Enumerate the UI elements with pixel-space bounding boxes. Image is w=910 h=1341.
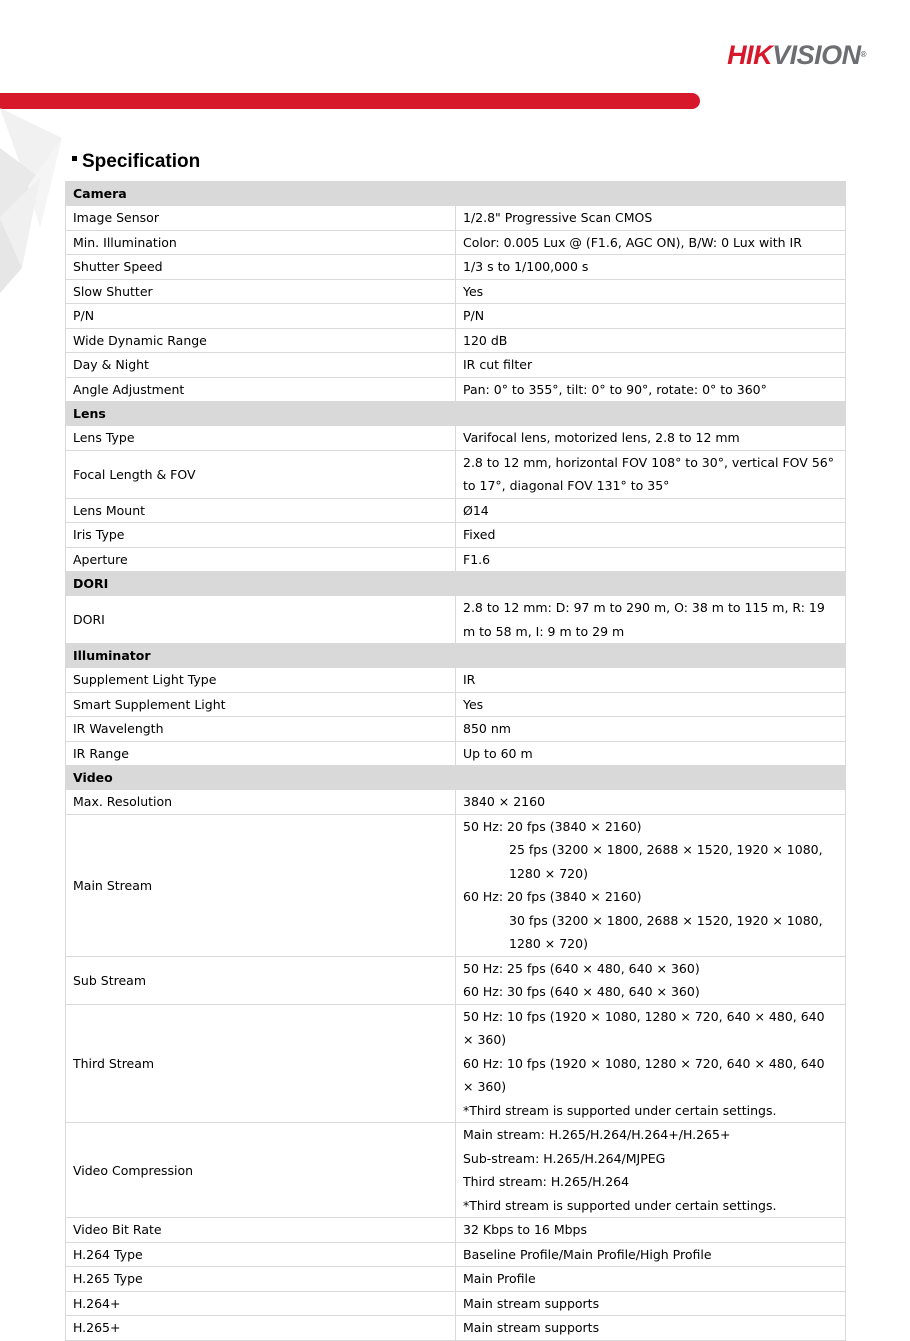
- spec-value-line: 1/2.8" Progressive Scan CMOS: [463, 210, 653, 225]
- table-row: [66, 814, 846, 956]
- table-row: [66, 1004, 846, 1123]
- spec-value-line: Varifocal lens, motorized lens, 2.8 to 12 mm: [463, 430, 740, 445]
- section-header-row: [66, 402, 846, 426]
- spec-value-line: 50 Hz: 20 fps (3840 × 2160): [463, 818, 642, 834]
- spec-value-line: 25 fps (3200 × 1800, 2688 × 1520, 1920 × 1080, 1280 × 720): [509, 842, 823, 881]
- spec-value-line: 60 Hz: 20 fps (3840 × 2160): [463, 889, 642, 904]
- spec-value: [456, 255, 846, 280]
- table-row: [66, 717, 846, 742]
- spec-key: H.265+: [66, 1316, 456, 1341]
- table-row: [66, 956, 846, 1004]
- table-row: [66, 523, 846, 548]
- spec-value: [456, 279, 846, 304]
- spec-value: [456, 426, 846, 451]
- table-row: [66, 692, 846, 717]
- spec-value: [456, 717, 846, 742]
- table-row: [66, 1242, 846, 1267]
- spec-key: Smart Supplement Light: [66, 692, 456, 717]
- spec-value-line: Pan: 0° to 355°, tilt: 0° to 90°, rotate: 0° to 360°: [463, 381, 767, 397]
- spec-key: Aperture: [66, 547, 456, 572]
- spec-value: [456, 790, 846, 815]
- spec-value-line: Sub-stream: H.265/H.264/MJPEG: [463, 1150, 666, 1166]
- spec-key: Focal Length & FOV: [66, 450, 456, 498]
- spec-key: Iris Type: [66, 523, 456, 548]
- spec-value: [456, 1242, 846, 1267]
- section-header: Camera: [66, 182, 846, 206]
- table-row: [66, 206, 846, 231]
- spec-value-line: 50 Hz: 25 fps (640 × 480, 640 × 360): [463, 960, 700, 976]
- spec-key: Video Bit Rate: [66, 1218, 456, 1243]
- section-header-row: [66, 644, 846, 668]
- hikvision-logo: [727, 40, 866, 70]
- spec-value-line: P/N: [463, 308, 485, 323]
- table-row: [66, 596, 846, 644]
- logo-vision: VISION: [772, 40, 861, 70]
- spec-value-line: Yes: [463, 283, 484, 299]
- section-header: Video: [66, 766, 846, 790]
- spec-value: [456, 1291, 846, 1316]
- spec-key: Day & Night: [66, 353, 456, 378]
- table-row: [66, 279, 846, 304]
- spec-value: [456, 230, 846, 255]
- spec-value: [456, 328, 846, 353]
- table-row: [66, 498, 846, 523]
- spec-key: Lens Mount: [66, 498, 456, 523]
- spec-value-line: *Third stream is supported under certain settings.: [463, 1102, 777, 1118]
- spec-key: Angle Adjustment: [66, 377, 456, 402]
- table-row: [66, 1123, 846, 1218]
- spec-value-line: 60 Hz: 30 fps (640 × 480, 640 × 360): [463, 984, 700, 999]
- spec-value: [456, 523, 846, 548]
- spec-key: Lens Type: [66, 426, 456, 451]
- spec-key: H.265 Type: [66, 1267, 456, 1292]
- spec-key: Main Stream: [66, 814, 456, 956]
- spec-value: [456, 1267, 846, 1292]
- spec-key: Shutter Speed: [66, 255, 456, 280]
- spec-key: Image Sensor: [66, 206, 456, 231]
- spec-key: H.264+: [66, 1291, 456, 1316]
- table-row: [66, 255, 846, 280]
- table-row: [66, 328, 846, 353]
- spec-key: IR Range: [66, 741, 456, 766]
- spec-value: [456, 498, 846, 523]
- spec-key: H.264 Type: [66, 1242, 456, 1267]
- spec-value: [456, 377, 846, 402]
- spec-value: [456, 304, 846, 329]
- spec-key: Min. Illumination: [66, 230, 456, 255]
- spec-key: Slow Shutter: [66, 279, 456, 304]
- spec-value-line: Color: 0.005 Lux @ (F1.6, AGC ON), B/W: 0 Lux with IR: [463, 234, 802, 250]
- table-row: [66, 353, 846, 378]
- table-row: [66, 230, 846, 255]
- spec-value-line: 30 fps (3200 × 1800, 2688 × 1520, 1920 × 1080, 1280 × 720): [509, 912, 823, 951]
- spec-value-line: 120 dB: [463, 332, 508, 348]
- spec-key: Supplement Light Type: [66, 668, 456, 693]
- table-row: [66, 377, 846, 402]
- spec-value-line: 3840 × 2160: [463, 794, 546, 809]
- spec-value-line: 1/3 s to 1/100,000 s: [463, 259, 589, 274]
- section-header: DORI: [66, 572, 846, 596]
- spec-value-line: Main stream supports: [463, 1320, 600, 1335]
- table-row: [66, 1218, 846, 1243]
- spec-value-line: 850 nm: [463, 721, 511, 736]
- spec-key: Sub Stream: [66, 956, 456, 1004]
- header-red-bar: [0, 93, 700, 109]
- table-row: [66, 790, 846, 815]
- spec-value: [456, 547, 846, 572]
- spec-value: [456, 1004, 846, 1123]
- spec-value: [456, 206, 846, 231]
- table-row: [66, 450, 846, 498]
- spec-value-line: *Third stream is supported under certain settings.: [463, 1197, 777, 1213]
- table-row: [66, 547, 846, 572]
- spec-value-line: Fixed: [463, 527, 496, 542]
- table-row: [66, 426, 846, 451]
- spec-value: [456, 1316, 846, 1341]
- table-row: [66, 1291, 846, 1316]
- spec-value-line: IR: [463, 672, 476, 687]
- spec-key: Max. Resolution: [66, 790, 456, 815]
- spec-value-line: Baseline Profile/Main Profile/High Profile: [463, 1246, 712, 1262]
- spec-value: [456, 1218, 846, 1243]
- spec-table-body: [66, 182, 846, 1341]
- spec-key: IR Wavelength: [66, 717, 456, 742]
- spec-value-line: Main stream supports: [463, 1295, 600, 1311]
- spec-key: DORI: [66, 596, 456, 644]
- spec-value: [456, 814, 846, 956]
- spec-key: Wide Dynamic Range: [66, 328, 456, 353]
- table-row: [66, 741, 846, 766]
- table-row: [66, 668, 846, 693]
- spec-value: [456, 668, 846, 693]
- section-header-row: [66, 766, 846, 790]
- spec-value-line: F1.6: [463, 551, 491, 567]
- spec-value: [456, 353, 846, 378]
- bullet-square-icon: [72, 156, 77, 161]
- spec-value: [456, 450, 846, 498]
- section-header-row: [66, 182, 846, 206]
- spec-value-line: Up to 60 m: [463, 745, 533, 761]
- table-row: [66, 304, 846, 329]
- section-title-text: Specification: [82, 151, 201, 172]
- table-row: [66, 1267, 846, 1292]
- spec-key: P/N: [66, 304, 456, 329]
- section-title-specification: [72, 150, 200, 174]
- spec-key: Third Stream: [66, 1004, 456, 1123]
- spec-value: [456, 692, 846, 717]
- spec-value-line: 2.8 to 12 mm: D: 97 m to 290 m, O: 38 m to 115 m, R: 19 m to 58 m, I: 9 m to 29 m: [463, 600, 825, 639]
- spec-value-line: 50 Hz: 10 fps (1920 × 1080, 1280 × 720, 640 × 480, 640 × 360): [463, 1008, 825, 1047]
- spec-value-line: IR cut filter: [463, 357, 533, 372]
- spec-value: [456, 956, 846, 1004]
- section-header-row: [66, 572, 846, 596]
- logo-hik: HIK: [727, 40, 773, 70]
- logo-registered-mark: ®: [860, 50, 866, 59]
- spec-value-line: Main Profile: [463, 1271, 536, 1286]
- spec-value-line: 2.8 to 12 mm, horizontal FOV 108° to 30°, vertical FOV 56° to 17°, diagonal FOV 131° to 35°: [463, 454, 834, 493]
- table-row: [66, 1316, 846, 1341]
- spec-value: [456, 741, 846, 766]
- spec-value-line: Yes: [463, 696, 484, 712]
- spec-value: [456, 596, 846, 644]
- spec-value-line: 32 Kbps to 16 Mbps: [463, 1222, 587, 1237]
- spec-value-line: Main stream: H.265/H.264/H.264+/H.265+: [463, 1127, 731, 1142]
- spec-value-line: Third stream: H.265/H.264: [463, 1174, 630, 1189]
- spec-table: [65, 181, 846, 1341]
- section-header: Illuminator: [66, 644, 846, 668]
- spec-key: Video Compression: [66, 1123, 456, 1218]
- section-header: Lens: [66, 402, 846, 426]
- spec-value-line: Ø14: [463, 502, 489, 518]
- spec-value-line: 60 Hz: 10 fps (1920 × 1080, 1280 × 720, 640 × 480, 640 × 360): [463, 1055, 825, 1094]
- spec-value: [456, 1123, 846, 1218]
